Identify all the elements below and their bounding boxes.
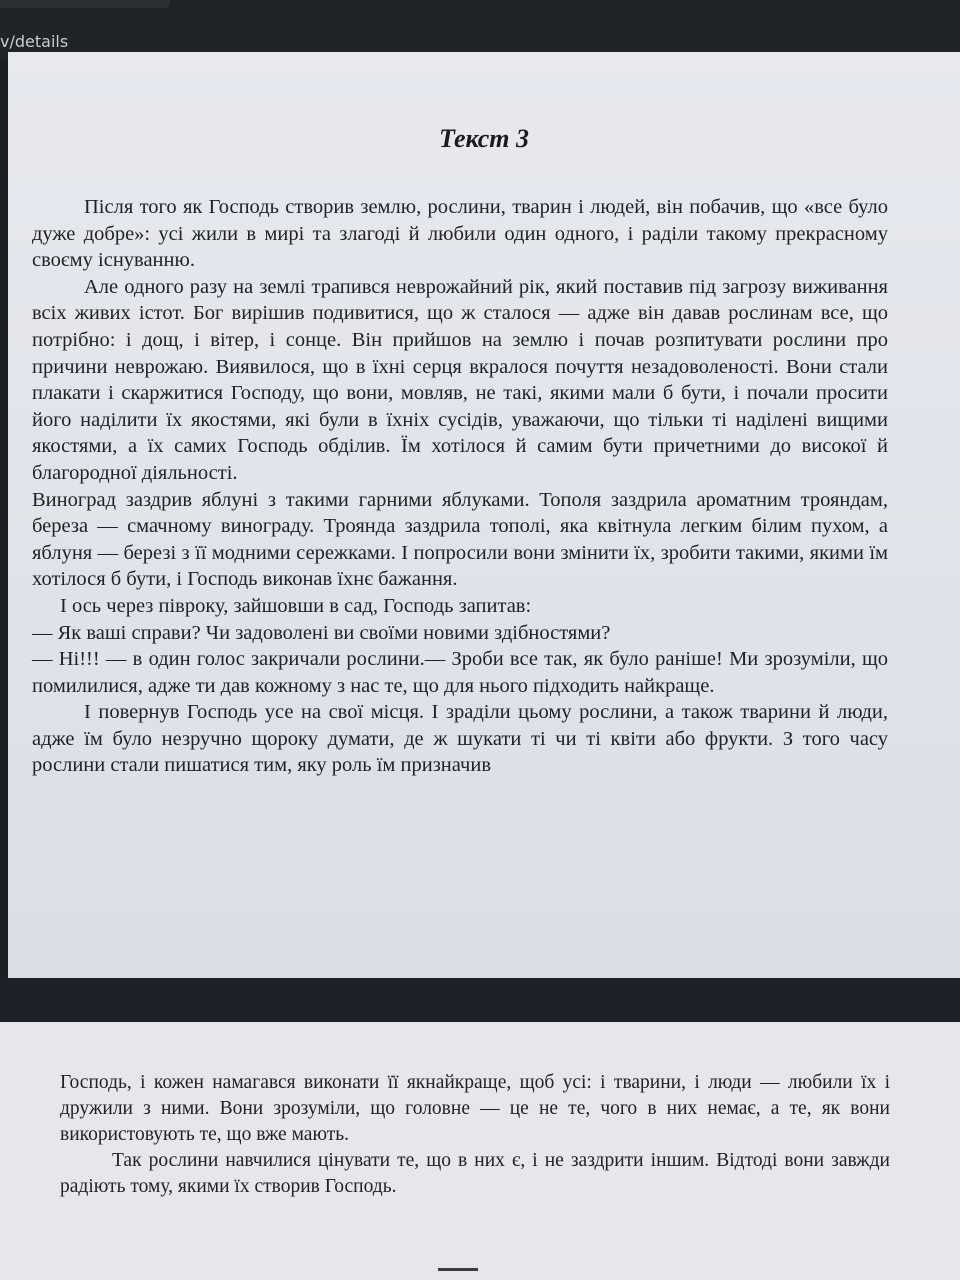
dialogue-line: — Як ваші справи? Чи задоволені ви своїми новими здібностями? xyxy=(32,621,611,644)
browser-topbar xyxy=(0,0,960,60)
paragraph: І ось через півроку, зайшовши в сад, Господь запитав: xyxy=(60,594,532,617)
paragraph: Так рослини навчилися цінувати те, що в них є, і не заздрити іншим. Відтоді вони завжди радіють тому, якими їх створив Господь. xyxy=(60,1150,890,1197)
dialogue-line: — Ні!!! — в один голос закричали рослини.— Зроби все так, як було раніше! Ми зрозуміли, що помилилися, адже ти дав кожному з нас те, що для нього підходить найкраще. xyxy=(32,648,888,697)
continuation-body xyxy=(60,1070,890,1200)
paragraph: Виноград заздрив яблуні з такими гарними яблуками. Тополя заздрила ароматним трояндам, береза — смачному винограду. Троянда заздрила тополі, яка квітнула легким білим пухом, а яблуня — березі з її модними сережками. І попросили вони змінити їх, зробити такими, якими їм хотілося б бути, і Господь виконав їхнє бажання. xyxy=(32,488,888,591)
paragraph: Після того як Господь створив землю, рослини, тварин і людей, він побачив, що «все було дуже добре»: усі жили в мирі та злагоді й любили один одного, і раділи такому прекрасному своєму існуванню. xyxy=(32,196,888,272)
paragraph: Але одного разу на землі трапився неврожайний рік, який поставив під загрозу виживання всіх живих істот. Бог вирішив подивитися, що ж сталося — адже він давав рослинам все, що потрібно: і дощ, і вітер, і сонце. Він прийшов на землю і почав розпитувати рослини про причини неврожаю. Виявилося, що в їхні серця вкралося почуття незадоволеності. Вони стали плакати і скаржитися Господу, що вони, мовляв, не такі, якими мали б бути, і почали просити його наділити їх якостями, які були в їхніх сусідів, уважаючи, що тільки ті наділені вищими якостями, а їх самих Господь обділив. Їм хотілося й самим бути причетними до високої й благородної діяльності. xyxy=(32,275,888,484)
next-title-fragment xyxy=(438,1268,478,1279)
document-page xyxy=(8,52,960,978)
page-divider xyxy=(0,978,960,1022)
page-title: Текст 3 xyxy=(439,124,529,153)
paragraph: І повернув Господь усе на свої місця. І зраділи цьому рослини, а також тварини й люди, адже їм було незручно щороку думати, де ж шукати ті чи ті квіти або фрукти. З того часу рослини стали пишатися тим, яку роль їм призначив xyxy=(32,701,888,777)
address-bar-url[interactable]: v/details xyxy=(0,32,69,51)
document-page-continuation xyxy=(0,1022,960,1280)
browser-tab[interactable] xyxy=(0,0,170,8)
document-body xyxy=(32,194,888,779)
paragraph: Господь, і кожен намагався виконати її якнайкраще, щоб усі: і тварини, і люди — любили їх і дружили з ними. Вони зрозуміли, що головне — це не те, чого в них немає, а те, як вони використовують те, що вже мають. xyxy=(60,1072,890,1145)
